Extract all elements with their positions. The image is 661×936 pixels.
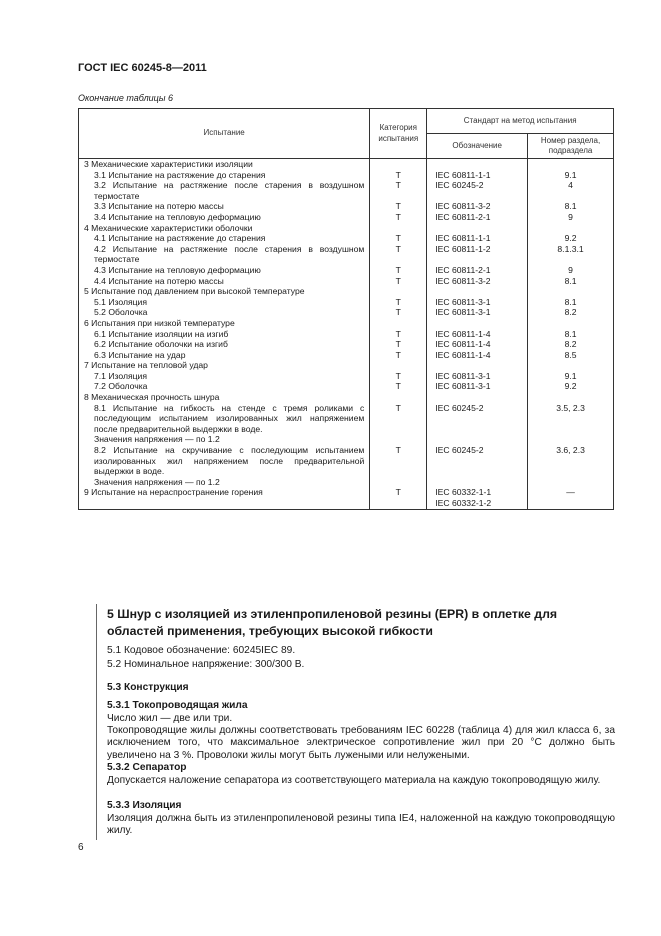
section-number-cell <box>528 286 614 297</box>
paragraph-5-2: 5.2 Номинальное напряжение: 300/300 В. <box>107 659 305 670</box>
designation-cell: IEC 60811-3-1 <box>427 371 528 382</box>
table-row <box>79 212 614 223</box>
category-cell: Т <box>370 212 427 223</box>
test-cell: 6 Испытания при низкой температуре <box>79 318 370 329</box>
test-cell: 3.2 Испытание на растяжение после старения в воздушном термостате <box>79 180 370 201</box>
category-cell: Т <box>370 170 427 181</box>
header-test: Испытание <box>79 109 370 159</box>
section-number-cell: 3.6, 2.3 <box>528 445 614 477</box>
designation-cell: IEC 60811-1-1 <box>427 170 528 181</box>
category-cell: Т <box>370 487 427 509</box>
designation-cell <box>427 360 528 371</box>
designation-cell: IEC 60811-2-1 <box>427 265 528 276</box>
designation-cell: IEC 60245-2 <box>427 180 528 201</box>
test-cell: 6.1 Испытание изоляции на изгиб <box>79 329 370 340</box>
table-row <box>79 360 614 371</box>
category-cell: Т <box>370 371 427 382</box>
designation-cell: IEC 60245-2 <box>427 403 528 435</box>
section-number-cell: 9.2 <box>528 233 614 244</box>
category-cell <box>370 477 427 488</box>
category-cell: Т <box>370 233 427 244</box>
category-cell: Т <box>370 350 427 361</box>
designation-cell: IEC 60811-1-1 <box>427 233 528 244</box>
section-number-cell: 9.1 <box>528 371 614 382</box>
designation-cell: IEC 60811-3-1 <box>427 297 528 308</box>
table-row <box>79 350 614 361</box>
section-number-cell: 9.2 <box>528 381 614 392</box>
table-row <box>79 371 614 382</box>
test-cell: Значения напряжения — по 1.2 <box>79 477 370 488</box>
header-category: Категория испытания <box>370 109 427 159</box>
table-row <box>79 180 614 201</box>
section-number-cell: 8.1 <box>528 276 614 287</box>
category-cell <box>370 318 427 329</box>
section-number-cell <box>528 477 614 488</box>
section-number-cell: 8.2 <box>528 307 614 318</box>
header-section-number: Номер раздела, подраздела <box>528 134 614 159</box>
category-cell: Т <box>370 329 427 340</box>
test-cell: 3.1 Испытание на растяжение до старения <box>79 170 370 181</box>
section-number-cell: 9 <box>528 212 614 223</box>
table-body <box>79 159 614 510</box>
designation-cell <box>427 434 528 445</box>
section-number-cell <box>528 392 614 403</box>
test-cell: 3 Механические характеристики изоляции <box>79 159 370 170</box>
category-cell: Т <box>370 297 427 308</box>
test-cell: 7.1 Изоляция <box>79 371 370 382</box>
table-row <box>79 233 614 244</box>
table-row <box>79 265 614 276</box>
designation-cell: IEC 60332-1-1 IEC 60332-1-2 <box>427 487 528 509</box>
test-cell: 6.2 Испытание оболочки на изгиб <box>79 339 370 350</box>
test-cell: 9 Испытание на нераспространение горения <box>79 487 370 509</box>
heading-5-3-1: 5.3.1 Токопроводящая жила <box>107 700 248 711</box>
section-number-cell <box>528 318 614 329</box>
designation-cell <box>427 223 528 234</box>
table-row <box>79 381 614 392</box>
paragraph-5-3-3: Изоляция должна быть из этиленпропиленовой резины типа IE4, наложенной на каждую токопроводящую жилу. <box>107 813 615 837</box>
paragraph-5-1: 5.1 Кодовое обозначение: 60245IEC 89. <box>107 645 296 656</box>
section-number-cell <box>528 360 614 371</box>
designation-cell: IEC 60811-3-2 <box>427 201 528 212</box>
designation-cell: IEC 60811-1-4 <box>427 350 528 361</box>
table-row <box>79 434 614 445</box>
test-cell: Значения напряжения — по 1.2 <box>79 434 370 445</box>
designation-cell <box>427 477 528 488</box>
designation-cell: IEC 60811-3-1 <box>427 381 528 392</box>
test-cell: 8.1 Испытание на гибкость на стенде с тремя роликами с последующим испытанием изолированных жил напряжением после предварительной выдержки в воде. <box>79 403 370 435</box>
test-cell: 8.2 Испытание на скручивание с последующим испытанием изолированных жил напряжением после предварительной выдержки в воде. <box>79 445 370 477</box>
table-row <box>79 318 614 329</box>
category-cell: Т <box>370 244 427 265</box>
test-cell: 3.4 Испытание на тепловую деформацию <box>79 212 370 223</box>
section-number-cell <box>528 223 614 234</box>
test-cell: 3.3 Испытание на потерю массы <box>79 201 370 212</box>
table-caption: Окончание таблицы 6 <box>78 93 173 103</box>
table-row <box>79 159 614 170</box>
section-number-cell: — <box>528 487 614 509</box>
header-designation: Обозначение <box>427 134 528 159</box>
test-cell: 8 Механическая прочность шнура <box>79 392 370 403</box>
test-cell: 7.2 Оболочка <box>79 381 370 392</box>
table-row <box>79 487 614 509</box>
category-cell: Т <box>370 307 427 318</box>
heading-5-3: 5.3 Конструкция <box>107 682 189 693</box>
category-cell: Т <box>370 265 427 276</box>
test-cell: 4.3 Испытание на тепловую деформацию <box>79 265 370 276</box>
test-table <box>78 108 614 510</box>
category-cell <box>370 360 427 371</box>
category-cell: Т <box>370 403 427 435</box>
designation-cell <box>427 286 528 297</box>
table-row <box>79 329 614 340</box>
designation-cell: IEC 60811-1-4 <box>427 339 528 350</box>
table-row <box>79 297 614 308</box>
test-cell: 4 Механические характеристики оболочки <box>79 223 370 234</box>
test-cell: 6.3 Испытание на удар <box>79 350 370 361</box>
table-row <box>79 244 614 265</box>
heading-5-3-3: 5.3.3 Изоляция <box>107 800 182 811</box>
designation-cell <box>427 392 528 403</box>
category-cell: Т <box>370 276 427 287</box>
section-5-title: 5 Шнур с изоляцией из этиленпропиленовой резины (EPR) в оплетке для областей применения, требующих высокой гибкости <box>107 607 558 638</box>
designation-cell <box>427 159 528 170</box>
section-number-cell: 9 <box>528 265 614 276</box>
section-number-cell <box>528 159 614 170</box>
paragraph-5-3-2: Допускается наложение сепаратора из соответствующего материала на каждую токопроводящую жилу. <box>107 775 601 786</box>
designation-cell: IEC 60811-2-1 <box>427 212 528 223</box>
category-cell: Т <box>370 339 427 350</box>
table-row <box>79 307 614 318</box>
test-cell: 4.2 Испытание на растяжение после старения в воздушном термостате <box>79 244 370 265</box>
test-cell: 4.1 Испытание на растяжение до старения <box>79 233 370 244</box>
designation-cell: IEC 60245-2 <box>427 445 528 477</box>
table-row <box>79 403 614 435</box>
table-row <box>79 445 614 477</box>
category-cell <box>370 392 427 403</box>
section-number-cell: 3.5, 2.3 <box>528 403 614 435</box>
table-row <box>79 223 614 234</box>
section-number-cell: 8.1.3.1 <box>528 244 614 265</box>
document-header: ГОСТ IEC 60245-8—2011 <box>78 62 207 74</box>
table-row <box>79 392 614 403</box>
category-cell <box>370 434 427 445</box>
test-cell: 4.4 Испытание на потерю массы <box>79 276 370 287</box>
table-row <box>79 339 614 350</box>
paragraph-5-3-1-b: Токопроводящие жилы должны соответствовать требованиям IEC 60228 (таблица 4) для жил класса 6, за исключением того, что максимальное электрическое сопротивление жил при 20 °С должно быть увеличено на 3 %. Проволоки жилы могут быть лужеными или нелужеными. <box>107 725 615 761</box>
designation-cell: IEC 60811-1-4 <box>427 329 528 340</box>
category-cell: Т <box>370 180 427 201</box>
designation-cell: IEC 60811-1-2 <box>427 244 528 265</box>
change-bar <box>96 604 97 840</box>
category-cell: Т <box>370 201 427 212</box>
test-cell: 5 Испытание под давлением при высокой температуре <box>79 286 370 297</box>
table-row <box>79 286 614 297</box>
designation-cell: IEC 60811-3-2 <box>427 276 528 287</box>
section-number-cell: 8.1 <box>528 201 614 212</box>
section-number-cell: 9.1 <box>528 170 614 181</box>
header-standard: Стандарт на метод испытания <box>427 109 614 134</box>
designation-cell: IEC 60811-3-1 <box>427 307 528 318</box>
test-cell: 5.1 Изоляция <box>79 297 370 308</box>
category-cell <box>370 159 427 170</box>
table-row <box>79 170 614 181</box>
category-cell: Т <box>370 381 427 392</box>
table-row <box>79 477 614 488</box>
test-cell: 7 Испытание на тепловой удар <box>79 360 370 371</box>
table-row <box>79 276 614 287</box>
category-cell: Т <box>370 445 427 477</box>
category-cell <box>370 223 427 234</box>
category-cell <box>370 286 427 297</box>
section-number-cell: 4 <box>528 180 614 201</box>
section-number-cell: 8.1 <box>528 297 614 308</box>
paragraph-5-3-1-a: Число жил — две или три. <box>107 713 233 724</box>
section-number-cell: 8.2 <box>528 339 614 350</box>
test-cell: 5.2 Оболочка <box>79 307 370 318</box>
section-number-cell <box>528 434 614 445</box>
page-number: 6 <box>78 842 84 853</box>
section-number-cell: 8.5 <box>528 350 614 361</box>
designation-cell <box>427 318 528 329</box>
section-number-cell: 8.1 <box>528 329 614 340</box>
table-row <box>79 201 614 212</box>
heading-5-3-2: 5.3.2 Сепаратор <box>107 762 187 773</box>
